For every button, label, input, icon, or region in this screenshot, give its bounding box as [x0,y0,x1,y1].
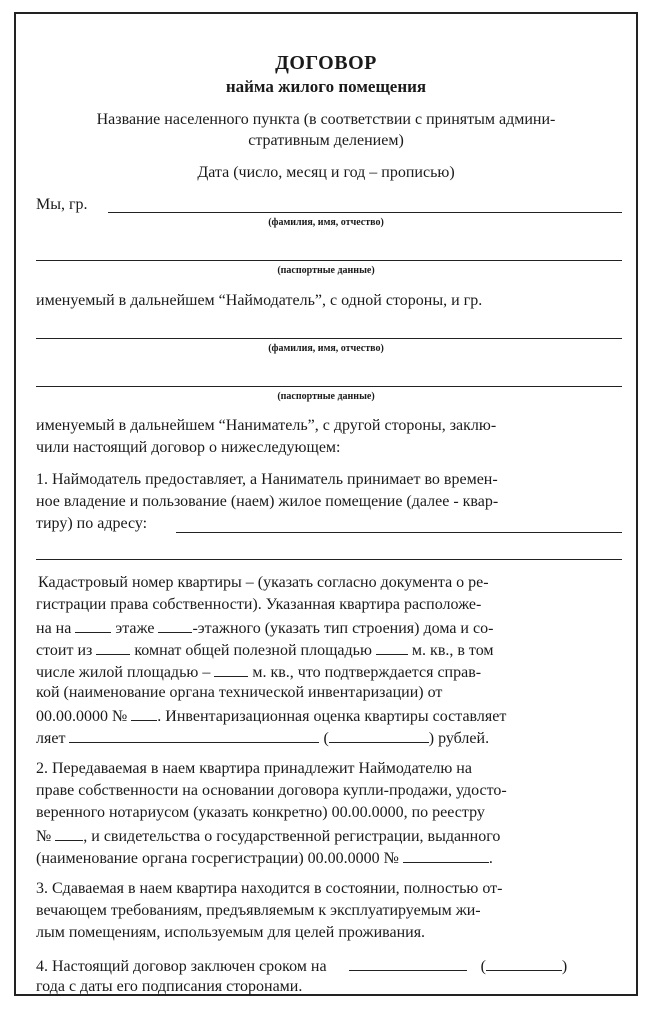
cad-line-2: гистрации права собственности). Указанная квартира расположе- [36,596,482,613]
cad-line-3b: этаже [115,620,155,637]
p1-line-3: тиру) по адресу: [36,515,148,532]
p2-line-5a: (наименование органа госрегистрации) 00.00.0000 № [36,850,399,867]
document-title: ДОГОВОР [275,52,377,74]
fio-1-blank [108,212,622,213]
fio-2-blank [36,338,622,339]
p4-line-2: года с даты его подписания сторонами. [36,978,303,995]
term-words-blank [486,956,562,971]
cad-line-8 [36,728,489,748]
valuation-amount-blank [69,728,319,743]
p2-line-5b: . [488,850,493,867]
cad-line-4a: стоит из [36,642,93,659]
locality-line-1: Название населенного пункта (в соответствии с принятым админи- [96,111,556,128]
cad-line-8a: ляет [36,730,66,747]
cad-line-5b: м. кв., что подтверждается справ- [252,664,482,681]
landlord-line: именуемый в дальнейшем “Наймодатель”, с одной стороны, и гр. [36,292,483,309]
date-line: Дата (число, месяц и год – прописью) [197,164,455,181]
p4-line-1a: 4. Настоящий договор заключен сроком на [36,958,327,975]
p2-line-5 [36,848,493,868]
cad-line-5a: числе жилой площадью – [36,664,211,681]
cad-line-1: Кадастровый номер квартиры – (указать согласно документа о ре- [38,574,489,591]
cad-line-4 [36,640,494,660]
p4-line-1c: ) [561,958,568,975]
p2-line-1: 2. Передаваемая в наем квартира принадлежит Наймодателю на [36,760,472,777]
cad-line-3a: на на [36,620,72,637]
p4-line-1b: ( [480,958,486,975]
cad-line-3c: -этажного (указать тип строения) дома и со- [192,620,494,637]
hint-passport-1: (паспортные данные) [277,265,375,276]
cad-line-6: кой (наименование органа технической инвентаризации) от [36,684,443,701]
p2-line-2: праве собственности на основании договора купли-продажи, удосто- [36,782,507,799]
cad-line-3 [36,618,493,638]
registration-number-blank [403,848,489,863]
cad-line-7a: 00.00.0000 № [36,708,128,725]
address-blank-1 [176,532,622,533]
document-sheet [14,12,638,996]
registry-number-blank [55,826,83,841]
cad-line-8c: ) рублей. [428,730,490,747]
passport-1-blank [36,260,622,261]
p2-line-4 [36,826,500,846]
cad-line-4b: комнат общей полезной площадью [134,642,372,659]
cad-line-7 [36,706,506,726]
contract-document [16,14,636,994]
total-area-blank [376,640,408,655]
we-label: Мы, гр. [36,196,88,213]
floor-blank [75,618,111,633]
certificate-number-blank [131,706,157,721]
p1-line-1: 1. Наймодатель предоставляет, а Наниматель принимает во времен- [36,471,498,488]
p4-line-1 [36,956,567,976]
hint-passport-2: (паспортные данные) [277,391,375,402]
p3-line-3: лым помещениям, используемым для целей проживания. [36,924,426,941]
p2-line-4b: , и свидетельства о государственной регистрации, выданного [83,828,501,845]
p1-line-2: ное владение и пользование (наем) жилое помещение (далее - квар- [36,493,499,510]
floors-total-blank [158,618,192,633]
document-subtitle: найма жилого помещения [225,77,427,96]
tenant-line-1: именуемый в дальнейшем “Наниматель”, с другой стороны, заклю- [36,417,497,434]
tenant-line-2: чили настоящий договор о нижеследующем: [36,439,341,456]
locality-line-2: стративным делением) [248,132,404,149]
address-blank-2 [36,559,622,560]
cad-line-7b: . Инвентаризационная оценка квартиры составляет [157,708,507,725]
cad-line-5 [36,662,481,682]
cad-line-8b: ( [323,730,329,747]
rooms-blank [96,640,130,655]
p2-line-3: веренного нотариусом (указать конкретно) 00.00.0000, по реестру [36,804,485,821]
hint-fio-1: (фамилия, имя, отчество) [268,217,384,228]
p2-line-4a: № [36,828,52,845]
p3-line-2: вечающем требованиям, предъявляемым к эксплуатируемым жи- [36,902,481,919]
cad-line-4c: м. кв., в том [411,642,494,659]
hint-fio-2: (фамилия, имя, отчество) [268,343,384,354]
passport-2-blank [36,386,622,387]
living-area-blank [214,662,248,677]
p3-line-1: 3. Сдаваемая в наем квартира находится в состоянии, полностью от- [36,880,503,897]
term-blank [349,956,467,971]
valuation-words-blank [329,728,429,743]
